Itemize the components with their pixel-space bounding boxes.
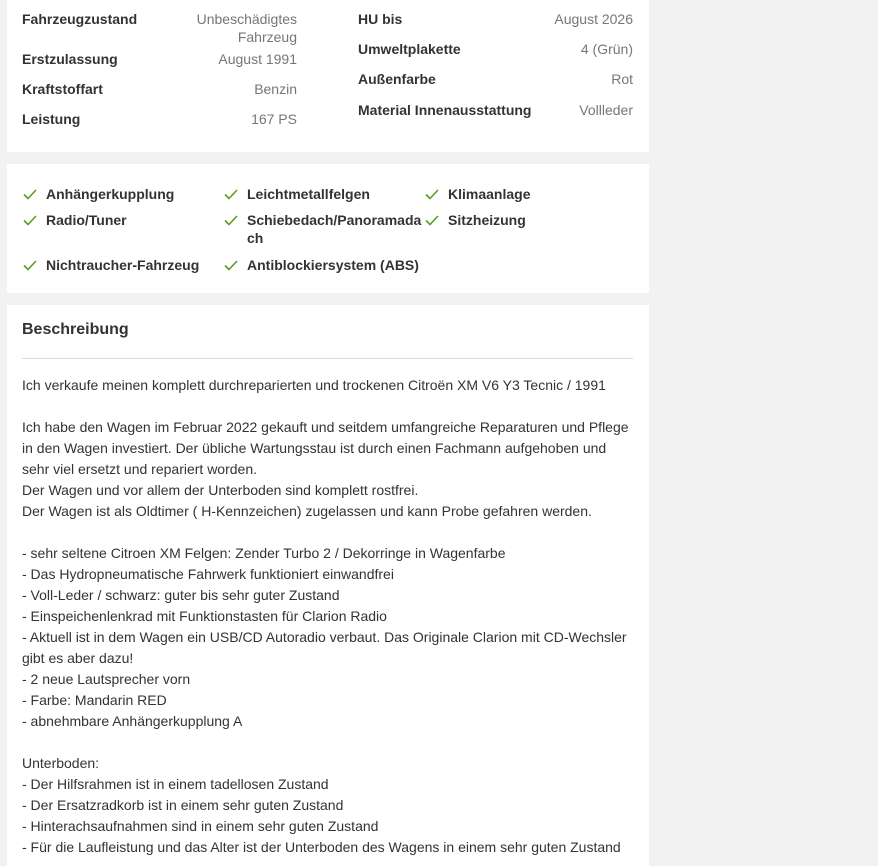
- detail-label: Leistung: [22, 111, 81, 127]
- description-line: Der Wagen ist als Oldtimer ( H-Kennzeichen) zugelassen und kann Probe gefahren werden.: [22, 503, 592, 519]
- description-line: - Der Hilfsrahmen ist in einem tadellosen Zustand: [22, 776, 329, 792]
- description-line: - Der Ersatzradkorb ist in einem sehr guten Zustand: [22, 797, 344, 813]
- detail-row-interior-material: [358, 99, 633, 129]
- feature-label: Nichtraucher-Fahrzeug: [46, 257, 200, 273]
- checkmark-icon: [223, 212, 239, 228]
- feature-label: Klimaanlage: [448, 186, 531, 202]
- detail-value: August 2026: [554, 11, 633, 27]
- description-text: [22, 375, 634, 858]
- description-line: Unterboden:: [22, 755, 100, 771]
- description-line: - abnehmbare Anhängerkupplung A: [22, 713, 243, 729]
- detail-label: Erstzulassung: [22, 51, 118, 67]
- detail-label: Fahrzeugzustand: [22, 11, 138, 27]
- feature-item: [424, 209, 624, 229]
- feature-label: Radio/Tuner: [46, 212, 127, 228]
- description-line: - Einspeichenlenkrad mit Funktionstasten für Clarion Radio: [22, 608, 387, 624]
- detail-row-exterior-color: [358, 68, 633, 99]
- description-line: - sehr seltene Citroen XM Felgen: Zender Turbo 2 / Dekorringe in Wagenfarbe: [22, 545, 506, 561]
- divider: [22, 358, 633, 359]
- description-line: - Für die Laufleistung und das Alter ist der Unterboden des Wagens in einem sehr guten Zustand: [22, 839, 621, 855]
- detail-row-power: [22, 108, 297, 138]
- vehicle-details-card: [7, 0, 649, 152]
- feature-item: [22, 254, 222, 274]
- description-line: [22, 732, 634, 753]
- description-line: [22, 522, 634, 543]
- description-line: [22, 396, 634, 417]
- detail-row-emission-sticker: [358, 38, 633, 68]
- checkmark-icon: [424, 186, 440, 202]
- description-line: - 2 neue Lautsprecher vorn: [22, 671, 191, 687]
- feature-label: Sitzheizung: [448, 212, 526, 228]
- feature-item: [223, 209, 423, 247]
- detail-label: Material Innenausstattung: [358, 102, 532, 118]
- feature-label: Schiebedach/Panoramadach: [247, 212, 422, 246]
- detail-label: Kraftstoffart: [22, 81, 103, 97]
- detail-value: Unbeschädigtes Fahrzeug: [196, 11, 297, 45]
- description-card: [7, 305, 649, 866]
- detail-label: HU bis: [358, 11, 403, 27]
- detail-value: 167 PS: [251, 111, 297, 127]
- detail-value: Rot: [611, 71, 633, 87]
- detail-row-first-registration: [22, 48, 297, 78]
- description-line: Ich verkaufe meinen komplett durchreparierten und trockenen Citroën XM V6 Y3 Tecnic / 1991: [22, 377, 606, 393]
- description-line: - Das Hydropneumatische Fahrwerk funktioniert einwandfrei: [22, 566, 394, 582]
- detail-row-inspection: [358, 8, 633, 38]
- detail-label: Außenfarbe: [358, 71, 436, 87]
- section-title: Beschreibung: [22, 321, 129, 338]
- feature-item: [22, 209, 222, 229]
- description-line: Ich habe den Wagen im Februar 2022 gekauft und seitdem umfangreiche Reparaturen und Pflege in den Wagen investiert. Der übliche Wartungsstau ist durch einen Fachmann aufgehoben und sehr viel ersetzt und repariert worden.: [22, 419, 629, 477]
- description-line: Der Wagen und vor allem der Unterboden sind komplett rostfrei.: [22, 482, 419, 498]
- detail-row-fuel-type: [22, 78, 297, 108]
- detail-label: Umweltplakette: [358, 41, 461, 57]
- detail-value: 4 (Grün): [580, 41, 633, 57]
- feature-label: Leichtmetallfelgen: [247, 186, 370, 202]
- feature-item: [223, 183, 423, 203]
- feature-item: [424, 183, 624, 203]
- checkmark-icon: [223, 186, 239, 202]
- detail-value: August 1991: [218, 51, 297, 67]
- checkmark-icon: [223, 257, 239, 273]
- features-card: [7, 164, 649, 293]
- feature-label: Antiblockiersystem (ABS): [247, 257, 419, 273]
- checkmark-icon: [22, 186, 38, 202]
- checkmark-icon: [22, 257, 38, 273]
- feature-item: [22, 183, 222, 203]
- details-column-left: [22, 8, 297, 138]
- feature-item: [223, 254, 423, 274]
- detail-value: Vollleder: [579, 102, 633, 118]
- description-line: - Voll-Leder / schwarz: guter bis sehr guter Zustand: [22, 587, 340, 603]
- description-line: - Farbe: Mandarin RED: [22, 692, 167, 708]
- feature-label: Anhängerkupplung: [46, 186, 175, 202]
- description-line: - Aktuell ist in dem Wagen ein USB/CD Autoradio verbaut. Das Originale Clarion mit CD-Wechsler gibt es aber dazu!: [22, 629, 627, 666]
- detail-value: Benzin: [254, 81, 297, 97]
- detail-row-condition: [22, 8, 297, 48]
- details-column-right: [358, 8, 633, 129]
- description-line: - Hinterachsaufnahmen sind in einem sehr guten Zustand: [22, 818, 379, 834]
- checkmark-icon: [424, 212, 440, 228]
- checkmark-icon: [22, 212, 38, 228]
